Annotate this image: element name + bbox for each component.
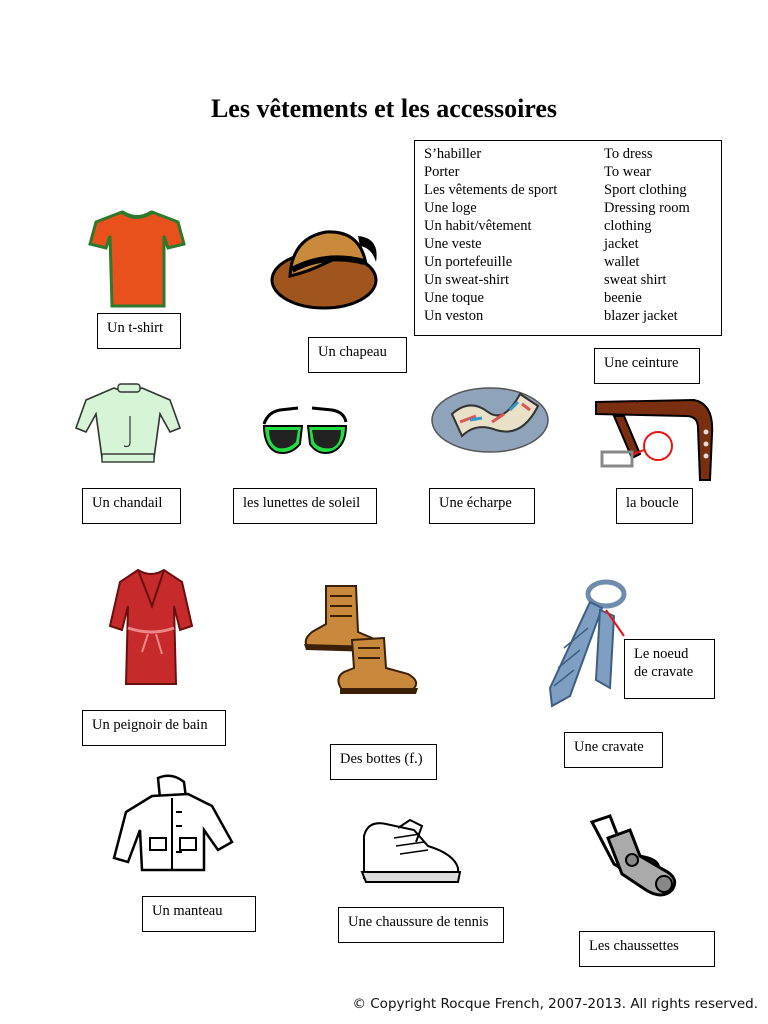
vocab-en: wallet	[604, 254, 640, 270]
label-boucle: la boucle	[616, 488, 693, 524]
label-manteau: Un manteau	[142, 896, 256, 932]
vocab-en: sweat shirt	[604, 272, 667, 288]
label-bottes: Des bottes (f.)	[330, 744, 437, 780]
sweater-image	[72, 382, 184, 466]
vocab-en: clothing	[604, 218, 652, 234]
vocab-row	[424, 163, 721, 181]
vocab-en: jacket	[604, 236, 639, 252]
label-noeud-line2: de cravate	[634, 664, 694, 680]
copyright-text: © Copyright Rocque French, 2007-2013. All rights reserved.	[352, 996, 758, 1012]
vocab-fr: Une loge	[424, 200, 477, 216]
vocab-en: To dress	[604, 146, 653, 162]
vocab-en: To wear	[604, 164, 651, 180]
label-ceinture: Une ceinture	[594, 348, 700, 384]
vocab-row	[424, 181, 721, 199]
tshirt-image	[88, 208, 186, 308]
belt-image	[594, 394, 718, 484]
boots-image	[300, 582, 424, 700]
vocab-en: Dressing room	[604, 200, 690, 216]
vocab-fr: Un sweat-shirt	[424, 272, 509, 288]
label-tshirt: Un t-shirt	[97, 313, 181, 349]
hat-image	[268, 218, 384, 318]
socks-image	[584, 812, 684, 902]
label-chaussettes: Les chaussettes	[579, 931, 715, 967]
vocab-en: Sport clothing	[604, 182, 687, 198]
label-chapeau: Un chapeau	[308, 337, 407, 373]
vocab-fr: Une veste	[424, 236, 482, 252]
label-chaussure: Une chaussure de tennis	[338, 907, 504, 943]
vocab-en: beenie	[604, 290, 642, 306]
page-title: Les vêtements et les accessoires	[210, 94, 558, 123]
vocab-row	[424, 235, 721, 253]
vocab-fr: Un veston	[424, 308, 484, 324]
sneaker-image	[358, 812, 464, 886]
vocab-row	[424, 199, 721, 217]
vocab-en: blazer jacket	[604, 308, 678, 324]
vocab-row	[424, 289, 721, 307]
vocab-fr: Un portefeuille	[424, 254, 513, 270]
vocab-fr: S’habiller	[424, 146, 482, 162]
coat-image	[112, 772, 234, 874]
tie-image	[544, 578, 630, 710]
label-noeud-line1: Le noeud	[634, 646, 689, 662]
vocab-row	[424, 307, 721, 325]
vocab-row	[424, 271, 721, 289]
vocab-row	[424, 145, 721, 163]
vocab-fr: Un habit/vêtement	[424, 218, 532, 234]
vocab-fr: Porter	[424, 164, 460, 180]
label-lunettes: les lunettes de soleil	[233, 488, 377, 524]
vocab-fr: Les vêtements de sport	[424, 182, 558, 198]
vocab-fr: Une toque	[424, 290, 484, 306]
scarf-image	[430, 372, 552, 456]
sunglasses-image	[260, 404, 350, 460]
label-echarpe: Une écharpe	[429, 488, 535, 524]
label-cravate: Une cravate	[564, 732, 663, 768]
label-chandail: Un chandail	[82, 488, 181, 524]
vocab-row	[424, 217, 721, 235]
label-peignoir: Un peignoir de bain	[82, 710, 226, 746]
label-noeud	[624, 639, 715, 699]
vocab-table	[414, 140, 722, 336]
vocab-row	[424, 253, 721, 271]
bathrobe-image	[108, 566, 194, 690]
